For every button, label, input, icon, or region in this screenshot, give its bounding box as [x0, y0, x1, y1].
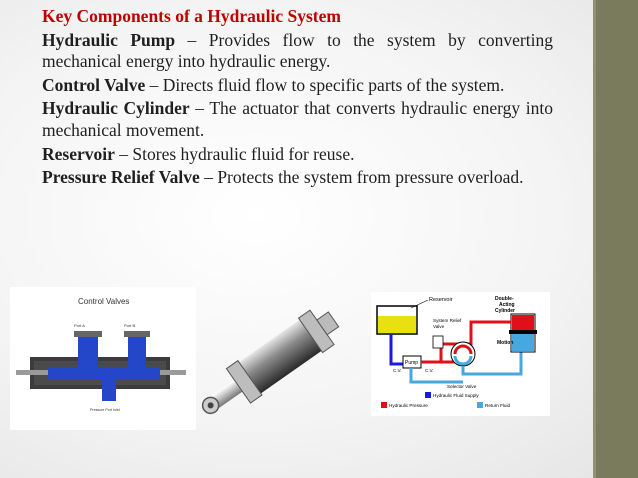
selector-label: Selector Valve — [447, 384, 477, 389]
control-valves-image — [10, 287, 196, 430]
term-cylinder: Hydraulic Cylinder — [42, 98, 190, 119]
relief-label-2: Valve — [433, 324, 445, 329]
hydraulic-cylinder-image — [200, 292, 360, 424]
control-valves-illustration — [10, 287, 196, 430]
legend-pressure: Hydraulic Pressure — [389, 403, 428, 408]
inlet-label: Pressure Port Inlet — [90, 408, 120, 412]
bullet-cylinder — [42, 98, 553, 141]
hydraulic-system-diagram — [371, 292, 550, 416]
bullet-relief-valve — [42, 167, 553, 189]
slide-title: Key Components of a Hydraulic System — [42, 6, 341, 26]
legend-supply: Hydraulic Fluid Supply — [433, 393, 479, 398]
term-reservoir: Reservoir — [42, 143, 115, 164]
term-control-valve: Control Valve — [42, 74, 146, 95]
desc-reservoir: – Stores hydraulic fluid for reuse. — [114, 143, 355, 164]
port-b-label: Port B — [124, 323, 136, 328]
desc-control-valve: – Directs fluid flow to specific parts of the system. — [145, 74, 505, 95]
bullet-pump — [42, 30, 553, 73]
cv-left-label: C.V. — [393, 368, 402, 373]
accent-sidebar — [593, 0, 638, 478]
motion-label: Motion — [497, 340, 514, 346]
relief-label-1: System Relief — [433, 318, 462, 323]
cylinder-illustration — [200, 292, 360, 424]
desc-relief-valve: – Protects the system from pressure overload. — [199, 167, 524, 188]
cv-right-label: C.V. — [425, 368, 434, 373]
cylinder-label-2: Acting — [499, 302, 515, 308]
control-valves-caption: Control Valves — [78, 297, 130, 306]
desc-cylinder: – The actuator that converts hydraulic energy into mechanical movement. — [42, 98, 553, 140]
term-relief-valve: Pressure Relief Valve — [42, 167, 200, 188]
cylinder-label-3: Cylinder — [495, 308, 516, 314]
port-a-label: Port A — [74, 323, 85, 328]
slide-text — [42, 6, 553, 191]
reservoir-label: Reservoir — [429, 297, 453, 303]
system-schematic — [371, 292, 550, 416]
legend-return: Return Fluid — [485, 403, 511, 408]
term-pump: Hydraulic Pump — [42, 29, 176, 50]
desc-pump: – Provides flow to the system by converting mechanical energy into hydraulic energy. — [42, 29, 553, 72]
bullet-control-valve — [42, 75, 553, 97]
bullet-reservoir — [42, 144, 553, 166]
cylinder-label-1: Double- — [495, 296, 514, 302]
pump-label: Pump — [405, 360, 419, 366]
